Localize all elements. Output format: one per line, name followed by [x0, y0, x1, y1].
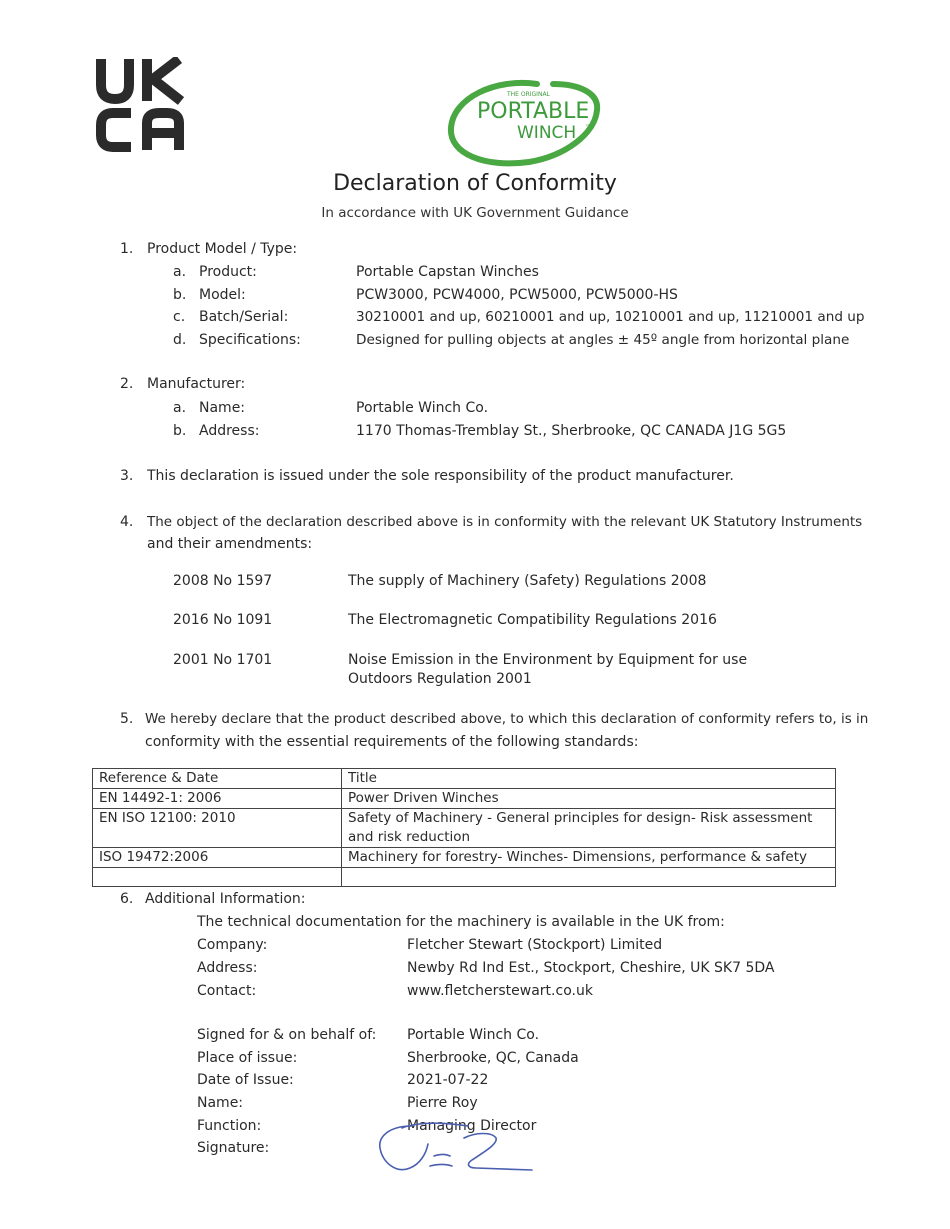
section1-item-letter: d.	[173, 332, 187, 348]
table-row	[93, 848, 836, 868]
section3-text: This declaration is issued under the sole responsibility of the product manufacturer.	[147, 468, 734, 484]
uk-contact-label: Company:	[197, 937, 268, 953]
uk-contact-label: Contact:	[197, 983, 257, 999]
logo-tm: ™	[585, 124, 591, 131]
uk-contact-value: Fletcher Stewart (Stockport) Limited	[407, 937, 663, 953]
section2-item-label: Name:	[199, 400, 246, 416]
signoff-label: Signature:	[197, 1140, 270, 1156]
standards-table	[92, 768, 836, 887]
table-cell-ref	[93, 868, 342, 887]
instrument-title: Noise Emission in the Environment by Equipment for use	[348, 652, 748, 668]
section1-item-letter: a.	[173, 264, 187, 280]
section4-text-line2: and their amendments:	[147, 536, 313, 552]
uk-contact-value: Newby Rd Ind Est., Stockport, Cheshire, UK SK7 5DA	[407, 960, 775, 976]
signoff-value: Sherbrooke, QC, Canada	[407, 1050, 579, 1066]
section1-item-value: PCW3000, PCW4000, PCW5000, PCW5000-HS	[356, 287, 678, 303]
table-cell-ref: ISO 19472:2006	[93, 848, 342, 868]
section1-item-value: Designed for pulling objects at angles ± 45º angle from horizontal plane	[356, 332, 850, 348]
signoff-label: Date of Issue:	[197, 1072, 294, 1088]
section1-item-label: Specifications:	[199, 332, 301, 348]
handwritten-signature	[372, 1118, 542, 1184]
instrument-title: The Electromagnetic Compatibility Regulations 2016	[348, 612, 717, 628]
instrument-title: The supply of Machinery (Safety) Regulations 2008	[348, 573, 707, 589]
table-cell-title: Safety of Machinery - General principles for design- Risk assessment and risk reduction	[342, 809, 836, 848]
section2-item-letter: b.	[173, 423, 187, 439]
section1-item-label: Batch/Serial:	[199, 309, 289, 325]
signoff-label: Name:	[197, 1095, 244, 1111]
logo-small-text: THE ORIGINAL	[507, 91, 550, 98]
logo-line2: WINCH	[517, 123, 577, 143]
instrument-ref: 2016 No 1091	[173, 612, 273, 628]
section3-number: 3.	[120, 468, 134, 484]
section2-item-value: Portable Winch Co.	[356, 400, 489, 416]
section1-item-letter: b.	[173, 287, 187, 303]
section5-text-line1: We hereby declare that the product described above, to which this declaration of conformity refers to, is in	[145, 711, 869, 727]
table-cell-title	[342, 868, 836, 887]
instrument-title-cont: Outdoors Regulation 2001	[348, 671, 532, 687]
section1-number: 1.	[120, 241, 134, 257]
section1-item-value: 30210001 and up, 60210001 and up, 10210001 and up, 11210001 and up	[356, 309, 865, 325]
table-header-cell: Reference & Date	[93, 769, 342, 789]
section4-number: 4.	[120, 514, 134, 530]
section2-number: 2.	[120, 376, 134, 392]
section1-item-label: Model:	[199, 287, 246, 303]
table-cell-ref: EN ISO 12100: 2010	[93, 809, 342, 848]
section6-heading: Additional Information:	[145, 891, 306, 907]
table-header-cell: Title	[342, 769, 836, 789]
signoff-label: Signed for & on behalf of:	[197, 1027, 377, 1043]
table-cell-ref: EN 14492-1: 2006	[93, 789, 342, 809]
section1-item-value: Portable Capstan Winches	[356, 264, 539, 280]
section5-number: 5.	[120, 711, 134, 727]
signoff-value: Managing Director	[407, 1118, 537, 1134]
table-header-row	[93, 769, 836, 789]
uk-contact-label: Address:	[197, 960, 258, 976]
section1-item-letter: c.	[173, 309, 186, 325]
portable-winch-logo	[445, 76, 605, 168]
table-row-empty	[93, 868, 836, 887]
table-cell-title: Power Driven Winches	[342, 789, 836, 809]
table-row	[93, 789, 836, 809]
instrument-ref: 2001 No 1701	[173, 652, 273, 668]
signoff-value: 2021-07-22	[407, 1072, 489, 1088]
section5-text-line2: conformity with the essential requirements of the following standards:	[145, 734, 639, 750]
section2-item-label: Address:	[199, 423, 260, 439]
uk-contact-link[interactable]: www.fletcherstewart.co.uk	[407, 983, 593, 999]
table-row	[93, 809, 836, 848]
table-cell-title: Machinery for forestry- Winches- Dimensions, performance & safety	[342, 848, 836, 868]
section1-heading: Product Model / Type:	[147, 241, 298, 257]
document-title: Declaration of Conformity	[333, 171, 617, 196]
signoff-label: Function:	[197, 1118, 262, 1134]
signoff-value: Portable Winch Co.	[407, 1027, 540, 1043]
instrument-ref: 2008 No 1597	[173, 573, 273, 589]
section6-number: 6.	[120, 891, 134, 907]
document-subtitle: In accordance with UK Government Guidance	[321, 205, 629, 221]
section1-item-label: Product:	[199, 264, 257, 280]
signoff-label: Place of issue:	[197, 1050, 298, 1066]
ukca-mark	[93, 57, 188, 152]
section2-item-letter: a.	[173, 400, 187, 416]
section4-text-line1: The object of the declaration described above is in conformity with the relevant UK Statutory Instruments	[147, 514, 863, 530]
signoff-value: Pierre Roy	[407, 1095, 478, 1111]
section2-item-value: 1170 Thomas-Tremblay St., Sherbrooke, QC CANADA J1G 5G5	[356, 423, 787, 439]
logo-line1: PORTABLE	[477, 99, 590, 124]
section6-intro: The technical documentation for the machinery is available in the UK from:	[197, 914, 725, 930]
section2-heading: Manufacturer:	[147, 376, 246, 392]
